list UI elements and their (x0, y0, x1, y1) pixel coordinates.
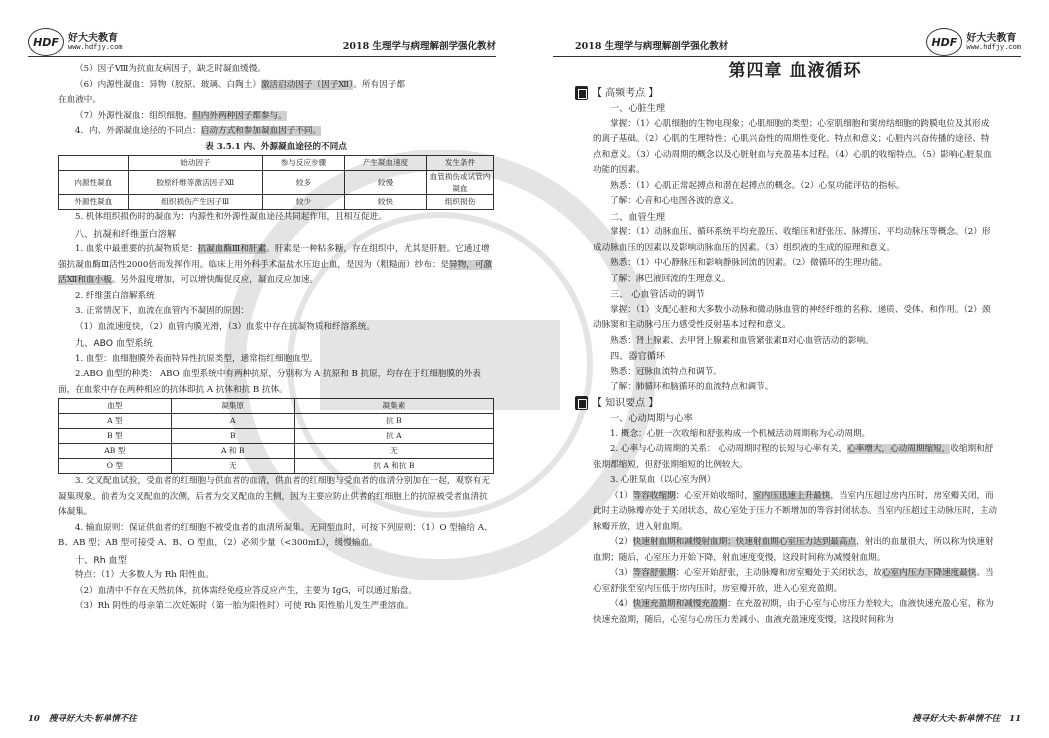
highlight: 启动方式和参加凝血因子不同。 (200, 126, 322, 136)
para: 熟悉：（1）心肌正常起搏点和潜在起搏点的概念。（2）心泵功能评估的指标。 (610, 180, 905, 191)
highlight: 抗凝血酶Ⅲ和肝素 (197, 244, 267, 254)
table-row (59, 414, 494, 429)
highlight: 心率增大，心动周期缩短， (847, 444, 951, 454)
table-cell: 抗 B (294, 414, 493, 429)
logo-text: 好大夫教育 (966, 32, 1017, 44)
section-heading: 九、ABO 血型系统 (75, 338, 153, 349)
table-cell: 较快 (344, 195, 426, 210)
table-cell: 组织损伤 (427, 195, 494, 210)
table-cell: A 型 (59, 414, 172, 429)
right-logo (926, 28, 1021, 56)
left-logo (28, 28, 123, 56)
section-heading: 十、Rh 血型 (75, 554, 127, 566)
page-number: 10 (28, 714, 40, 724)
right-header (553, 34, 1021, 57)
para: 掌握：（1）心肌细胞的生物电现象；心肌细胞的类型；心室肌细胞和窦房结细胞的跨膜电位及其形成的离子基础。（2）心肌的生理特性；心肌兴奋性的周期性变化、特点和意义；心脏内兴奋传播的途径、特点和意义。（3）心动周期的概念以及心脏射血与充盈基本过程。（4）心肌的收缩特点。（5）影响心脏泵血功能的因素。 (593, 118, 992, 175)
table-cell: 无 (294, 444, 493, 459)
para: （1）血流速度快，（2）血管内膜光滑，（3）血浆中存在抗凝物质和纤溶系统。 (75, 321, 375, 332)
footer-slogan: 搜寻好大夫·斩单情不往 (48, 714, 137, 724)
para: 特点：（1）大多数人为 Rh 阳性血。 (75, 570, 214, 580)
highlight: 激活启动因子（因子Ⅻ） (260, 79, 354, 90)
para: （5）因子Ⅷ为抗血友病因子，缺乏时凝血缓慢。 (75, 64, 266, 74)
highlight: 等容舒张期 (632, 568, 676, 578)
para: 1. 血浆中最重要的抗凝物质是：抗凝血酶Ⅲ和肝素。肝素是一种粘多糖，存在组织中，尤其是肝脏。它通过增强抗凝血酶Ⅲ活性2000倍而发挥作用。临床上用外科手术温盐水压迫止血，是因为（粗糙面）纱布：是异物，可激活Ⅻ和血小板。另外温度增加，可以增快酶促反应，凝血反应加速。 (58, 244, 493, 285)
table-cell: 较多 (263, 171, 345, 195)
para: 掌握：（1）动脉血压、循环系统平均充盈压、收缩压和舒张压、脉搏压、平均动脉压等概念。（2）形成动脉血压的因素以及影响动脉血压的因素。（3）组织液的生成的原理和意义。 (593, 227, 991, 253)
table-cell: 较少 (263, 195, 345, 210)
highlight: 但内外两种因子都参与。 (192, 110, 287, 121)
right-footer (553, 712, 1021, 724)
table-header: 血型 (59, 399, 172, 414)
chapter-title: 第四章 血液循环 (728, 61, 862, 81)
logo-url: www.hdfjy.com (68, 43, 123, 52)
left-body (58, 62, 494, 615)
highlight: 快速射血期和减慢射血期；快速射血期心室压力达到最高点 (632, 537, 857, 547)
para: （1）等容收缩期：心室开始收缩时，室内压迅速上升最快，当室内压超过房内压时，房室瓣关闭，而此时主动脉瓣亦处于关闭状态，故心室处于压力不断增加的等容封闭状态。当室内压超过主动脉压时，主动脉瓣开放，进入射血期。 (593, 490, 997, 532)
para: 在血液中。 (58, 95, 101, 105)
hdf-logo-icon: HDF (28, 28, 64, 56)
table-cell: 胶原纤维等激活因子Ⅻ (128, 171, 262, 195)
header-title: 2018 生理学与病理解剖学强化教材 (342, 41, 496, 52)
table-cell: A (171, 414, 294, 429)
para: 3. 心脏泵血（以心室为例） (610, 475, 716, 485)
left-page (0, 0, 524, 738)
para: （3）Rh 阴性的母亲第二次妊娠时（第一胎为阳性时）可使 Rh 阳性胎儿发生严重溶血。 (75, 601, 414, 611)
para: 了解：心音和心电图各波的意义。 (610, 196, 739, 206)
table-cell: 外源性凝血 (59, 195, 129, 210)
highlight: 异物，可激活Ⅻ和血小板 (58, 259, 493, 285)
table-header: 凝集原 (171, 399, 294, 414)
key-points-heading: 【 高频考点 】 (575, 86, 997, 102)
highlight: 室内压迅速上升最快 (753, 490, 831, 501)
table-header: 产生凝血速度 (344, 156, 426, 171)
hdf-logo-icon: HDF (926, 28, 962, 56)
coagulation-table (58, 155, 494, 210)
para: 4．内、外源凝血途径的不同点：启动方式和参加凝血因子不同。 (75, 126, 322, 136)
left-header (28, 34, 496, 57)
para: （7）外源性凝血：组织细胞。但内外两种因子都参与。 (75, 110, 287, 121)
highlight: 心室内压力下降速度最快 (881, 568, 977, 578)
table-row (59, 459, 494, 474)
table-cell: 无 (171, 459, 294, 474)
table-header: 始动因子 (128, 156, 262, 171)
table-cell: B (171, 429, 294, 444)
page-number: 11 (1009, 714, 1021, 724)
section-heading: 四、器官循环 (610, 351, 666, 362)
para: （2）快速射血期和减慢射血期；快速射血期心室压力达到最高点，射出的血量很大，所以称为快速射血期；随后，心室压力开始下降，射血速度变慢，这段时间称为减慢射血期。 (593, 537, 994, 563)
table-cell: 较慢 (344, 171, 426, 195)
section-heading: 八、抗凝和纤维蛋白溶解 (75, 228, 177, 240)
para: 3. 交叉配血试验，受血者的红细胞与供血者的血清，供血者的红细胞与受血者的血清分别加在一起，观察有无凝集现象。前者为交叉配血的次侧，后者为交叉配血的主侧，因为主要应防止供者的红细胞上的抗原被受者血清抗体凝集。 (58, 476, 490, 517)
para: （3）等容舒张期：心室开始舒张，主动脉瓣和房室瓣处于关闭状态，故心室内压力下降速度最快。当心室舒张至室内压低于房内压时，房室瓣开放，进入心室充盈期。 (593, 568, 994, 594)
para: （4）快速充盈期和减慢充盈期：在充盈初期，由于心室与心房压力差较大，血液快速充盈心室，称为快速充盈期，随后，心室与心房压力差减小、血液充盈速度变慢，这段时间称为 (593, 599, 994, 625)
para: 了解：肺循环和脑循环的血流特点和调节。 (610, 382, 774, 392)
blood-type-table (58, 398, 494, 474)
section-heading: 一、心脏生理 (610, 103, 666, 114)
para: 熟悉：（1）中心静脉压和影响静脉回流的因素。（2）微循环的生理功能。 (610, 258, 888, 268)
table-cell: B 型 (59, 429, 172, 444)
para: 熟悉：肾上腺素、去甲肾上腺素和血管紧张素Ⅱ对心血管活动的影响。 (610, 335, 874, 346)
left-footer (28, 712, 496, 724)
table-cell: O 型 (59, 459, 172, 474)
table-cell: 组织损伤产生因子Ⅲ (128, 195, 262, 210)
table-cell: AB 型 (59, 444, 172, 459)
book-icon (575, 86, 588, 100)
para: （2）血清中不存在天然抗体，抗体需经免疫应答反应产生，主要为 IgG，可以通过胎盘。 (75, 585, 417, 596)
para: （6）内源性凝血：异物（胶原、玻璃、白陶土）激活启动因子（因子Ⅻ）。所有因子都 (75, 79, 405, 90)
table-row (59, 171, 494, 195)
para: 4. 输血原则：保证供血者的红细胞不被受血者的血清所凝集。无同型血时，可按下列原则：（1）O 型输给 A、B、AB 型；AB 型可接受 A、B、O 型血，（2）必须少量（<300mL），缓慢输血。 (58, 522, 493, 548)
para: 2. 心率与心动周期的关系： 心动周期时程的长短与心率有关，心率增大，心动周期缩短，收缩期和舒张期都缩短，但舒张期缩短的比例较大。 (593, 444, 994, 470)
table-header (59, 156, 129, 171)
para: 2.ABO 血型的种类： ABO 血型系统中有两种抗原，分别称为 A 抗原和 B 抗原，均存在于红细胞膜的外表面，在血浆中存在两种相应的抗体即抗 A 抗体和抗 B 抗体。 (58, 369, 481, 395)
para: 了解：淋巴液回流的生理意义。 (610, 273, 731, 284)
table-header: 参与反应步骤 (263, 156, 345, 171)
table-header: 发生条件 (427, 156, 494, 171)
table-cell: 抗 A 和抗 B (294, 459, 493, 474)
table-row (59, 429, 494, 444)
logo-url: www.hdfjy.com (966, 43, 1021, 52)
highlight: 快速充盈期和减慢充盈期 (632, 599, 728, 609)
logo-text: 好大夫教育 (68, 32, 118, 44)
para: 1. 概念：心脏一次收缩和舒张构成一个机械活动周期称为心动周期。 (610, 428, 871, 439)
highlight: 等容收缩期 (632, 490, 676, 501)
table-cell: A 和 B (171, 444, 294, 459)
table-row (59, 195, 494, 210)
knowledge-points-heading: 【 知识要点 】 (575, 396, 997, 412)
header-title: 2018 生理学与病理解剖学强化教材 (575, 41, 729, 52)
para: 1. 血型：血细胞膜外表面特异性抗原类型，通常指红细胞血型。 (75, 353, 318, 364)
table-row (59, 444, 494, 459)
section-heading: 一、心动周期与心率 (610, 413, 693, 424)
para: 熟悉：冠脉血流特点和调节。 (610, 366, 722, 377)
table-header: 凝集素 (294, 399, 493, 414)
right-body (593, 62, 997, 628)
table-cell: 内源性凝血 (59, 171, 129, 195)
table-cell: 抗 A (294, 429, 493, 444)
footer-slogan: 搜寻好大夫·斩单情不往 (912, 714, 1001, 724)
section-heading: 三、 心血管活动的调节 (610, 289, 705, 300)
table-caption: 表 3.5.1 内、外源凝血途径的不同点 (205, 141, 347, 152)
right-page (525, 0, 1049, 738)
para: 掌握：（1）支配心脏和大多数小动脉和微动脉血管的神经纤维的名称、递质、受体、和作用。（2）颈动脉窦和主动脉弓压力感受性反射基本过程和意义。 (593, 304, 991, 330)
table-cell: 血管损伤或试管内凝血 (427, 171, 494, 195)
para: 3. 正常情况下，血流在血管内不凝固的原因： (75, 306, 250, 316)
book-icon (575, 396, 588, 410)
section-heading: 二、血管生理 (610, 211, 666, 223)
para: 2. 纤维蛋白溶解系统 (75, 290, 155, 301)
para: 5. 机体组织损伤时的凝血为：内源性和外源性凝血途径共同起作用，且相互促进。 (75, 212, 387, 222)
